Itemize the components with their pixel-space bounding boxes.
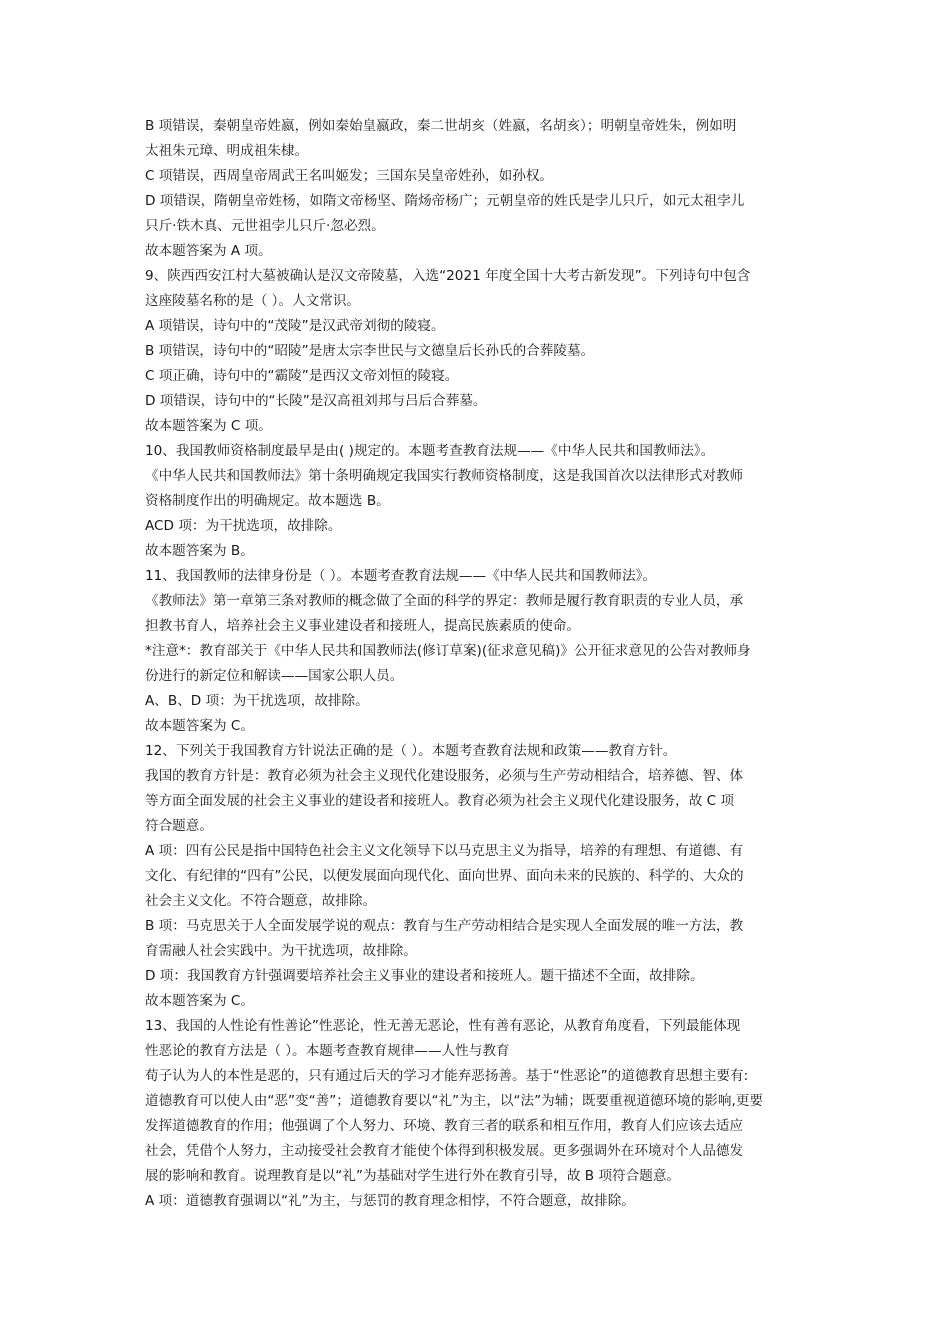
text-line: 份进行的新定位和解读——国家公职人员。 bbox=[145, 668, 404, 684]
text-line: B 项错误，秦朝皇帝姓嬴，例如秦始皇嬴政，秦二世胡亥（姓嬴，名胡亥）；明朝皇帝姓朱，例如明 bbox=[145, 118, 737, 134]
text-line: 12、下列关于我国教育方针说法正确的是（ ）。本题考查教育法规和政策——教育方针。 bbox=[145, 743, 677, 759]
text-line: ACD 项：为干扰选项，故排除。 bbox=[145, 518, 342, 534]
text-line: B 项错误，诗句中的“昭陵”是唐太宗李世民与文德皇后长孙氏的合葬陵墓。 bbox=[145, 343, 595, 359]
text-line: 10、我国教师资格制度最早是由( )规定的。本题考查教育法规——《中华人民共和国教师法》。 bbox=[145, 443, 715, 459]
text-line: 资格制度作出的明确规定。故本题选 B。 bbox=[145, 493, 390, 509]
text-line: B 项：马克思关于人全面发展学说的观点：教育与生产劳动相结合是实现人全面发展的唯一方法，教 bbox=[145, 918, 744, 934]
text-line: 11、我国教师的法律身份是（ ）。本题考查教育法规——《中华人民共和国教师法》。 bbox=[145, 568, 656, 584]
text-line: A 项：道德教育强调以“礼”为主，与惩罚的教育理念相悖，不符合题意，故排除。 bbox=[145, 1193, 635, 1209]
document-body bbox=[145, 114, 813, 1214]
text-line: C 项正确，诗句中的“霸陵”是西汉文帝刘恒的陵寝。 bbox=[145, 368, 459, 384]
text-line: 展的影响和教育。说理教育是以“礼”为基础对学生进行外在教育引导，故 B 项符合题意。 bbox=[145, 1168, 681, 1184]
text-line: D 项：我国教育方针强调要培养社会主义事业的建设者和接班人。题干描述不全面，故排除。 bbox=[145, 968, 704, 984]
text-line: 故本题答案为 C 项。 bbox=[145, 418, 272, 434]
text-line: 荀子认为人的本性是恶的，只有通过后天的学习才能弃恶扬善。基于“性恶论”的道德教育思想主要有: bbox=[145, 1068, 749, 1084]
text-line: A 项错误，诗句中的“茂陵”是汉武帝刘彻的陵寝。 bbox=[145, 318, 445, 334]
text-line: C 项错误，西周皇帝周武王名叫姬发；三国东吴皇帝姓孙，如孙权。 bbox=[145, 168, 554, 184]
text-line: 符合题意。 bbox=[145, 818, 213, 834]
text-line: 文化、有纪律的“四有”公民，以便发展面向现代化、面向世界、面向未来的民族的、科学的、大众的 bbox=[145, 868, 744, 884]
text-line: 13、我国的人性论有性善论”性恶论，性无善无恶论，性有善有恶论，从教育角度看，下列最能体现 bbox=[145, 1018, 741, 1034]
text-line: 道德教育可以使人由“恶”变“善”；道德教育要以“礼”为主，以“法”为辅；既要重视道德环境的影响,更要 bbox=[145, 1093, 764, 1109]
text-line: A、B、D 项：为干扰选项，故排除。 bbox=[145, 693, 369, 709]
text-line: 太祖朱元璋、明成祖朱棣。 bbox=[145, 143, 309, 159]
text-line: 社会主义文化。不符合题意，故排除。 bbox=[145, 893, 377, 909]
text-line: 故本题答案为 C。 bbox=[145, 993, 254, 1009]
text-line: D 项错误，隋朝皇帝姓杨，如隋文帝杨坚、隋炀帝杨广；元朝皇帝的姓氏是孛儿只斤，如元太祖孛儿 bbox=[145, 193, 745, 209]
text-line: 9、陕西西安江村大墓被确认是汉文帝陵墓，入选“2021 年度全国十大考古新发现”。下列诗句中包含 bbox=[145, 268, 751, 284]
text-line: 我国的教育方针是：教育必须为社会主义现代化建设服务，必须与生产劳动相结合，培养德、智、体 bbox=[145, 768, 744, 784]
text-line: 故本题答案为 A 项。 bbox=[145, 243, 272, 259]
text-line: *注意*：教育部关于《中华人民共和国教师法(修订草案)(征求意见稿)》公开征求意见的公告对教师身 bbox=[145, 643, 751, 659]
text-line: 故本题答案为 B。 bbox=[145, 543, 254, 559]
text-line: 只斤·铁木真、元世祖孛儿只斤·忽必烈。 bbox=[145, 218, 385, 234]
text-line: 《教师法》第一章第三条对教师的概念做了全面的科学的界定：教师是履行教育职责的专业人员，承 bbox=[145, 593, 744, 609]
text-line: 育需融人社会实践中。为干扰选项，故排除。 bbox=[145, 943, 417, 959]
text-line: 这座陵墓名称的是（ ）。人文常识。 bbox=[145, 293, 361, 309]
text-line: 等方面全面发展的社会主义事业的建设者和接班人。教育必须为社会主义现代化建设服务，故 C 项 bbox=[145, 793, 735, 809]
text-line: 担教书育人，培养社会主义事业建设者和接班人，提高民族素质的使命。 bbox=[145, 618, 580, 634]
text-line: D 项错误，诗句中的“长陵”是汉高祖刘邦与吕后合葬墓。 bbox=[145, 393, 487, 409]
text-line: 《中华人民共和国教师法》第十条明确规定我国实行教师资格制度，这是我国首次以法律形式对教师 bbox=[145, 468, 744, 484]
text-line: A 项：四有公民是指中国特色社会主义文化领导下以马克思主义为指导，培养的有理想、有道德、有 bbox=[145, 843, 744, 859]
text-line: 发挥道德教育的作用；他强调了个人努力、环境、教育三者的联系和相互作用，教育人们应该去适应 bbox=[145, 1118, 744, 1134]
text-line: 故本题答案为 C。 bbox=[145, 718, 254, 734]
text-line: 性恶论的教育方法是（ ）。本题考查教育规律——人性与教育 bbox=[145, 1043, 510, 1059]
text-line: 社会，凭借个人努力，主动接受社会教育才能使个体得到积极发展。更多强调外在环境对个人品德发 bbox=[145, 1143, 744, 1159]
